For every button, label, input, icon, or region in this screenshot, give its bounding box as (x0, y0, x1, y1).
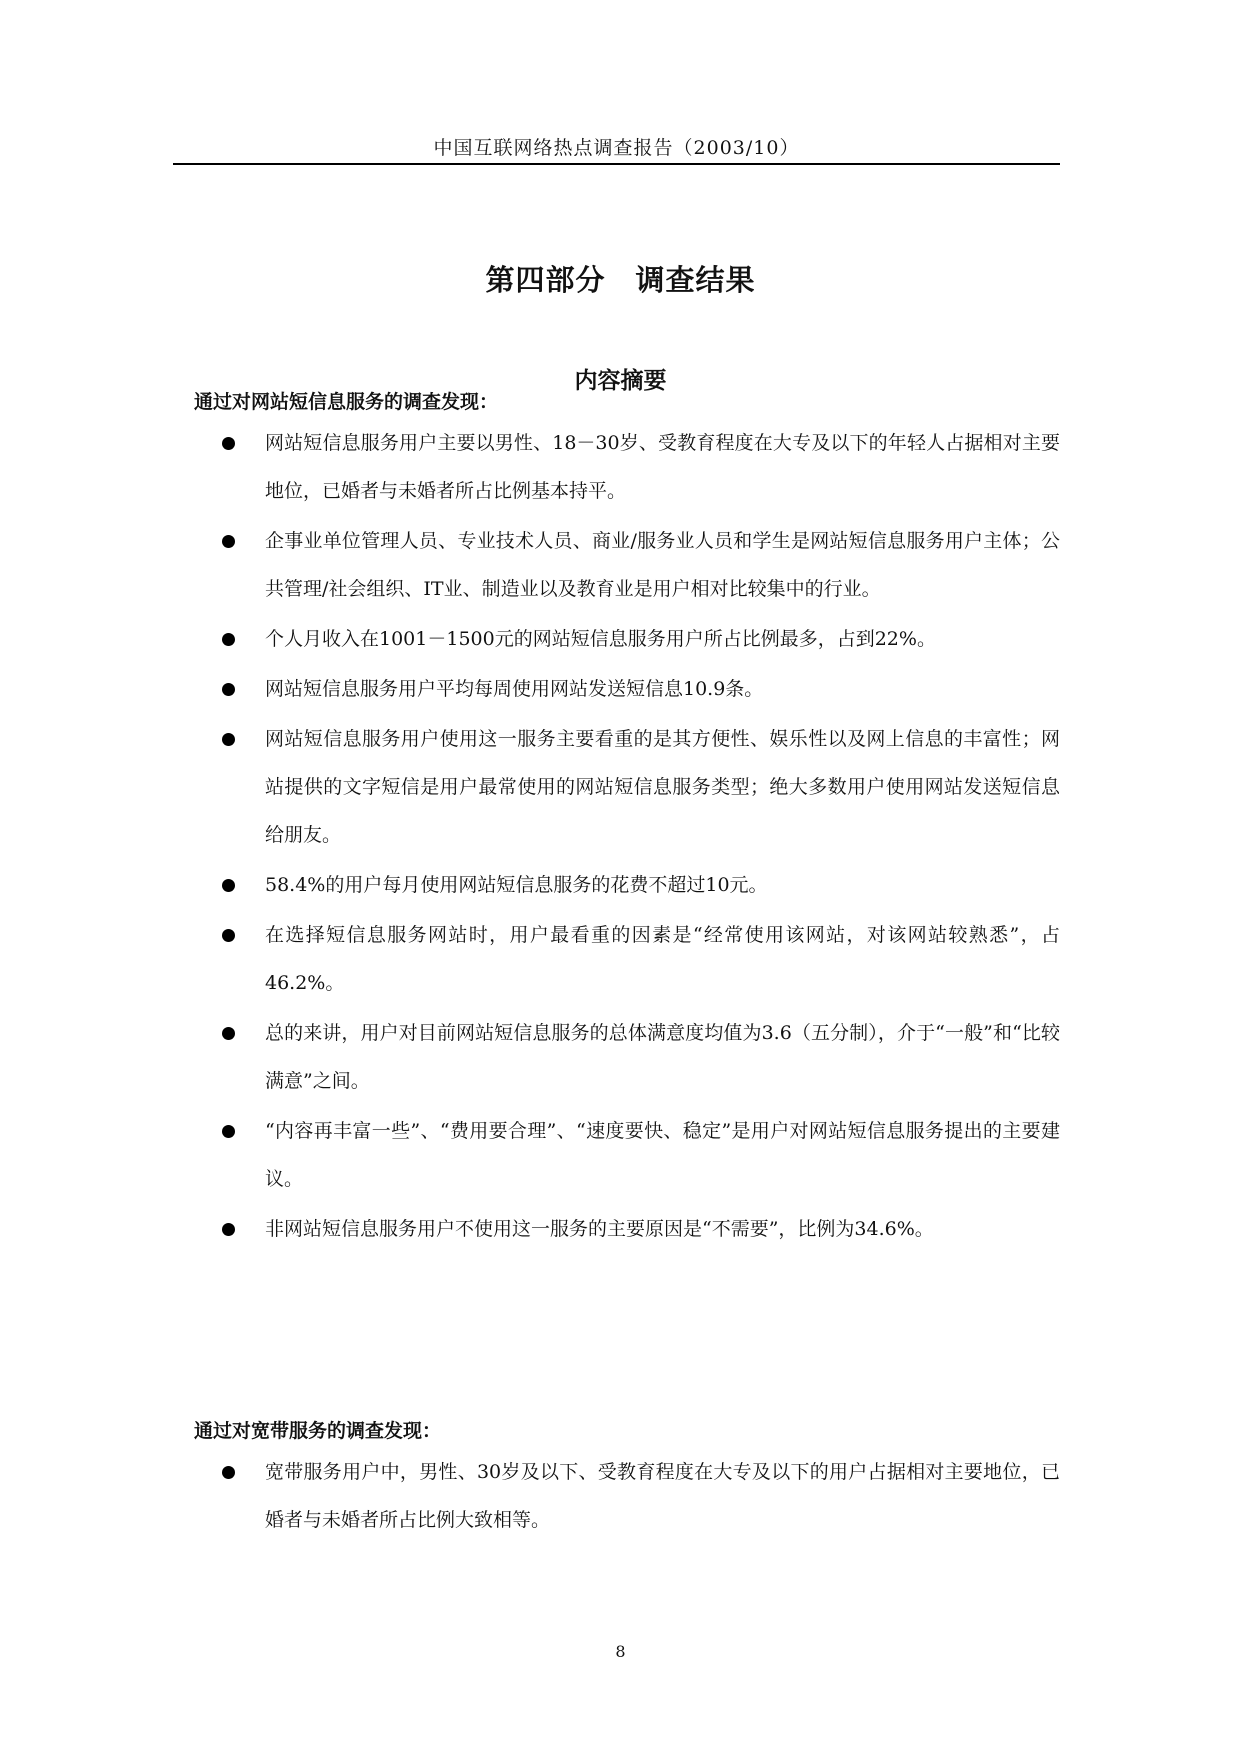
bullet-icon (222, 1466, 235, 1479)
bullet-icon (222, 633, 235, 646)
list-item-text: 网站短信息服务用户主要以男性、18－30岁、受教育程度在大专及以下的年轻人占据相对主要地位，已婚者与未婚者所占比例基本持平。 (265, 432, 1060, 502)
list-item (194, 911, 1060, 1007)
part-title-number: 第四部分 (485, 263, 606, 297)
list-item-text: 宽带服务用户中，男性、30岁及以下、受教育程度在大专及以下的用户占据相对主要地位，已婚者与未婚者所占比例大致相等。 (265, 1461, 1060, 1531)
header-rule (173, 163, 1060, 165)
list-item-text: 网站短信息服务用户平均每周使用网站发送短信息10.9条。 (265, 678, 764, 700)
list-item (194, 615, 1060, 663)
bullet-icon (222, 879, 235, 892)
list-item (194, 1448, 1060, 1544)
part-title-name: 调查结果 (635, 263, 756, 297)
bullet-icon (222, 929, 235, 942)
summary-title: 内容摘要 (574, 368, 667, 394)
list-item (194, 1205, 1060, 1253)
part-title (0, 258, 1241, 299)
list-item (194, 1009, 1060, 1105)
broadband-findings-list (194, 1448, 1060, 1546)
section-heading-broadband: 通过对宽带服务的调查发现： (194, 1420, 442, 1442)
section-heading-sms: 通过对网站短信息服务的调查发现： (194, 391, 499, 413)
list-item (194, 861, 1060, 909)
running-header: 中国互联网络热点调查报告（2003/10） (433, 137, 800, 159)
list-item-text: 非网站短信息服务用户不使用这一服务的主要原因是“不需要”，比例为34.6%。 (265, 1218, 934, 1240)
list-item-text: “内容再丰富一些”、“费用要合理”、“速度要快、稳定”是用户对网站短信息服务提出的主要建议。 (265, 1120, 1060, 1190)
page-number: 8 (615, 1642, 626, 1661)
list-item-text: 总的来讲，用户对目前网站短信息服务的总体满意度均值为3.6（五分制），介于“一般”和“比较满意”之间。 (265, 1022, 1060, 1092)
list-item-text: 网站短信息服务用户使用这一服务主要看重的是其方便性、娱乐性以及网上信息的丰富性；网站提供的文字短信是用户最常使用的网站短信息服务类型；绝大多数用户使用网站发送短信息给朋友。 (265, 728, 1060, 846)
list-item-text: 在选择短信息服务网站时，用户最看重的因素是“经常使用该网站，对该网站较熟悉”，占46.2%。 (265, 924, 1060, 994)
list-item (194, 419, 1060, 515)
bullet-icon (222, 1027, 235, 1040)
bullet-icon (222, 535, 235, 548)
list-item (194, 517, 1060, 613)
list-item-text: 企事业单位管理人员、专业技术人员、商业/服务业人员和学生是网站短信息服务用户主体；公共管理/社会组织、IT业、制造业以及教育业是用户相对比较集中的行业。 (265, 530, 1060, 600)
list-item (194, 715, 1060, 859)
list-item-text: 个人月收入在1001－1500元的网站短信息服务用户所占比例最多，占到22%。 (265, 628, 936, 650)
list-item-text: 58.4%的用户每月使用网站短信息服务的花费不超过10元。 (265, 874, 768, 896)
bullet-icon (222, 683, 235, 696)
sms-findings-list (194, 419, 1060, 1255)
list-item (194, 665, 1060, 713)
bullet-icon (222, 733, 235, 746)
bullet-icon (222, 1125, 235, 1138)
bullet-icon (222, 437, 235, 450)
list-item (194, 1107, 1060, 1203)
bullet-icon (222, 1223, 235, 1236)
